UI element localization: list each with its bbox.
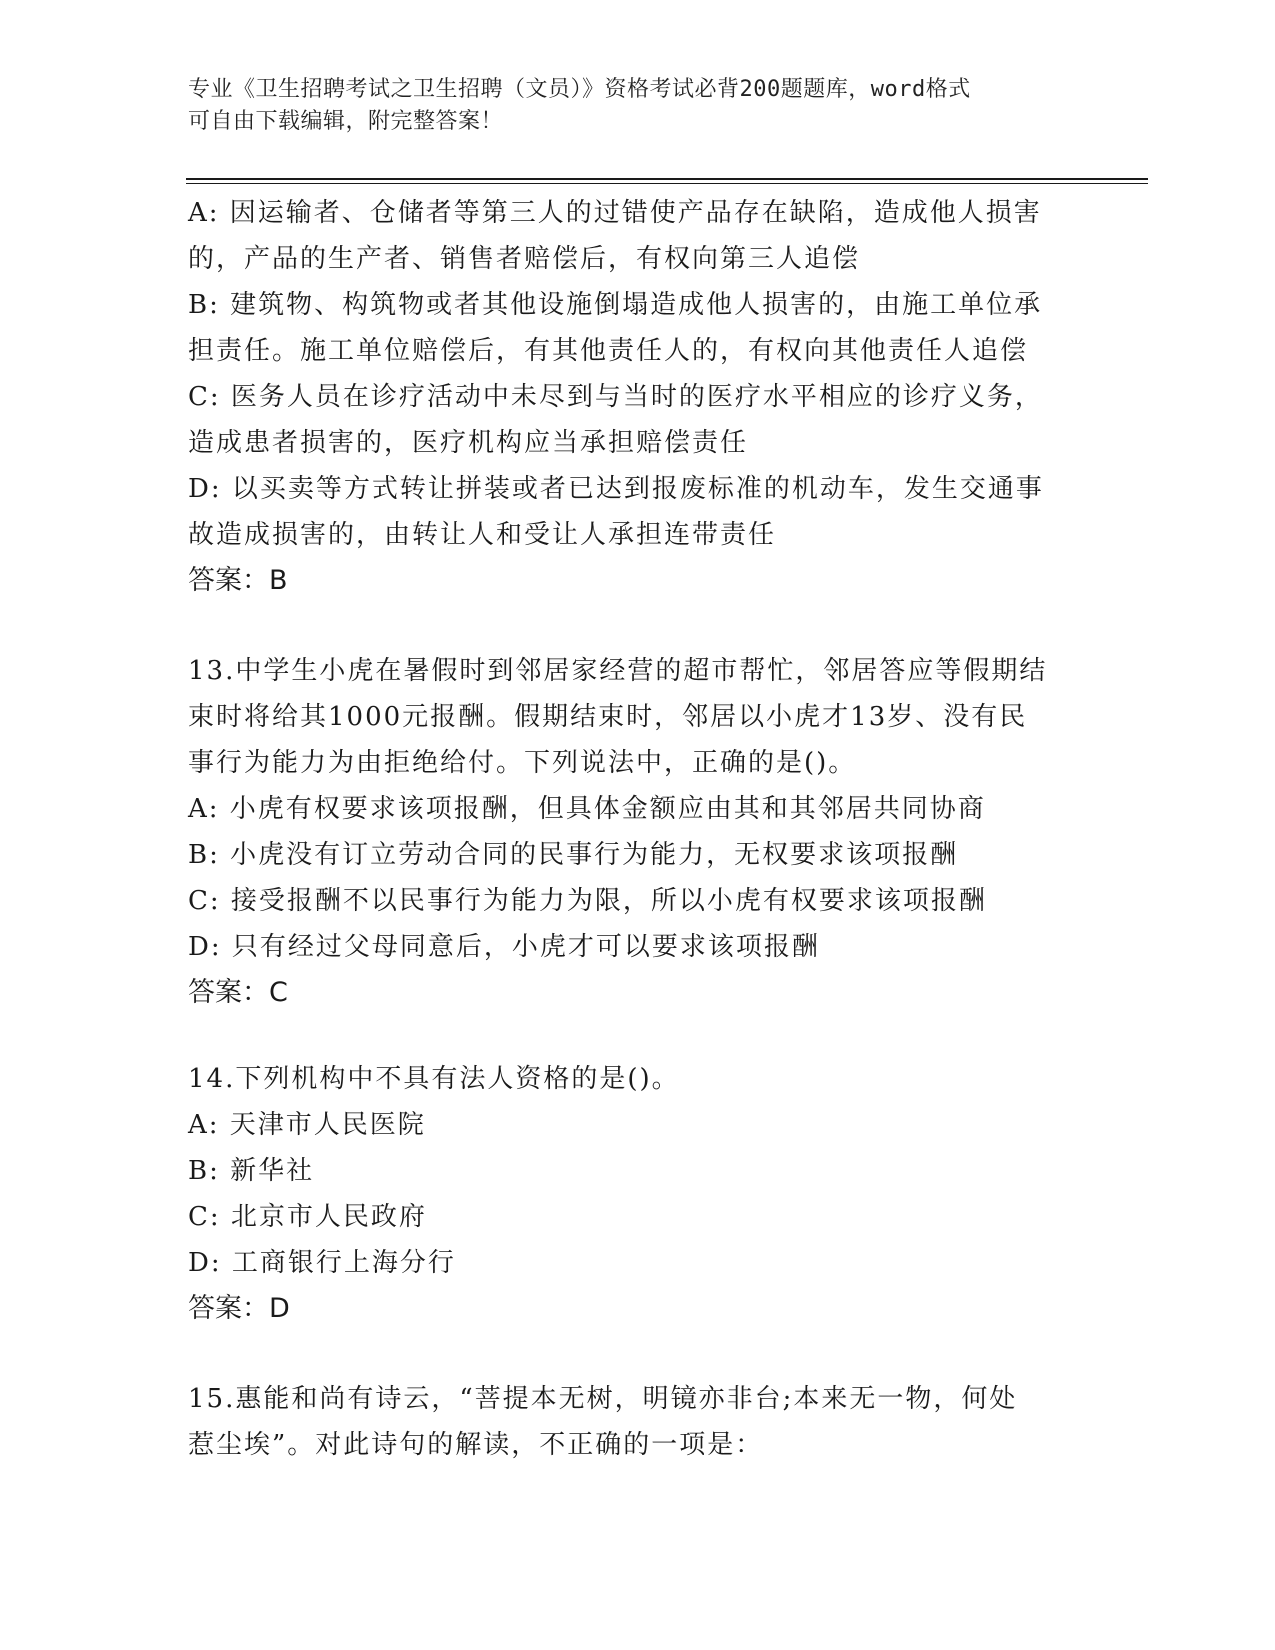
q14-option-b: B: 新华社 [188,1156,315,1186]
q13-option-a: A: 小虎有权要求该项报酬，但具体金额应由其和其邻居共同协商 [188,794,986,824]
q12-answer: 答案：B [188,565,288,596]
q12-option-d-line-2: 故造成损害的，由转让人和受让人承担连带责任 [188,520,777,550]
q13-option-d: D: 只有经过父母同意后，小虎才可以要求该项报酬 [188,932,820,962]
q15-stem-line-2: 惹尘埃”。对此诗句的解读，不正确的一项是： [188,1430,764,1460]
q14-option-c: C: 北京市人民政府 [188,1202,427,1232]
header-line-2: 可自由下载编辑，附完整答案！ [188,109,504,134]
q12-option-b-line-1: B: 建筑物、构筑物或者其他设施倒塌造成他人损害的，由施工单位承 [188,290,1043,320]
q13-stem-line-1: 13.中学生小虎在暑假时到邻居家经营的超市帮忙，邻居答应等假期结 [188,656,1048,686]
q12-option-a-line-1: A: 因运输者、仓储者等第三人的过错使产品存在缺陷，造成他人损害 [188,198,1042,228]
q13-stem-line-2: 束时将给其1000元报酬。假期结束时，邻居以小虎才13岁、没有民 [188,702,1028,732]
q12-option-d-line-1: D: 以买卖等方式转让拼装或者已达到报废标准的机动车，发生交通事 [188,474,1044,504]
q12-option-c-line-1: C: 医务人员在诊疗活动中未尽到与当时的医疗水平相应的诊疗义务， [188,382,1043,412]
question-15 [188,1376,1088,1468]
q13-option-c: C: 接受报酬不以民事行为能力为限，所以小虎有权要求该项报酬 [188,886,987,916]
q14-option-d: D: 工商银行上海分行 [188,1248,456,1278]
question-14 [188,1056,1088,1332]
q15-stem-line-1: 15.惠能和尚有诗云，“菩提本无树，明镜亦非台;本来无一物，何处 [188,1384,1018,1414]
spacer [188,604,1088,648]
q12-option-a-line-2: 的，产品的生产者、销售者赔偿后，有权向第三人追偿 [188,244,861,274]
header-divider-thick [186,178,1148,180]
q13-answer: 答案：C [188,977,288,1008]
q13-stem-line-3: 事行为能力为由拒绝给付。下列说法中，正确的是()。 [188,748,857,778]
question-13 [188,648,1088,1016]
q13-option-b: B: 小虎没有订立劳动合同的民事行为能力，无权要求该项报酬 [188,840,959,870]
q14-option-a: A: 天津市人民医院 [188,1110,426,1140]
q12-option-b-line-2: 担责任。施工单位赔偿后，有其他责任人的，有权向其他责任人追偿 [188,336,1029,366]
document-header [188,74,1088,138]
spacer [188,1332,1088,1376]
question-12 [188,190,1088,604]
q14-answer: 答案：D [188,1293,290,1324]
q14-stem: 14.下列机构中不具有法人资格的是()。 [188,1064,680,1094]
document-body [188,190,1088,1468]
header-divider-thin [186,183,1148,184]
header-line-1: 专业《卫生招聘考试之卫生招聘（文员）》资格考试必背200题题库，word格式 [188,77,971,102]
q12-option-c-line-2: 造成患者损害的，医疗机构应当承担赔偿责任 [188,428,749,458]
spacer [188,1016,1088,1056]
